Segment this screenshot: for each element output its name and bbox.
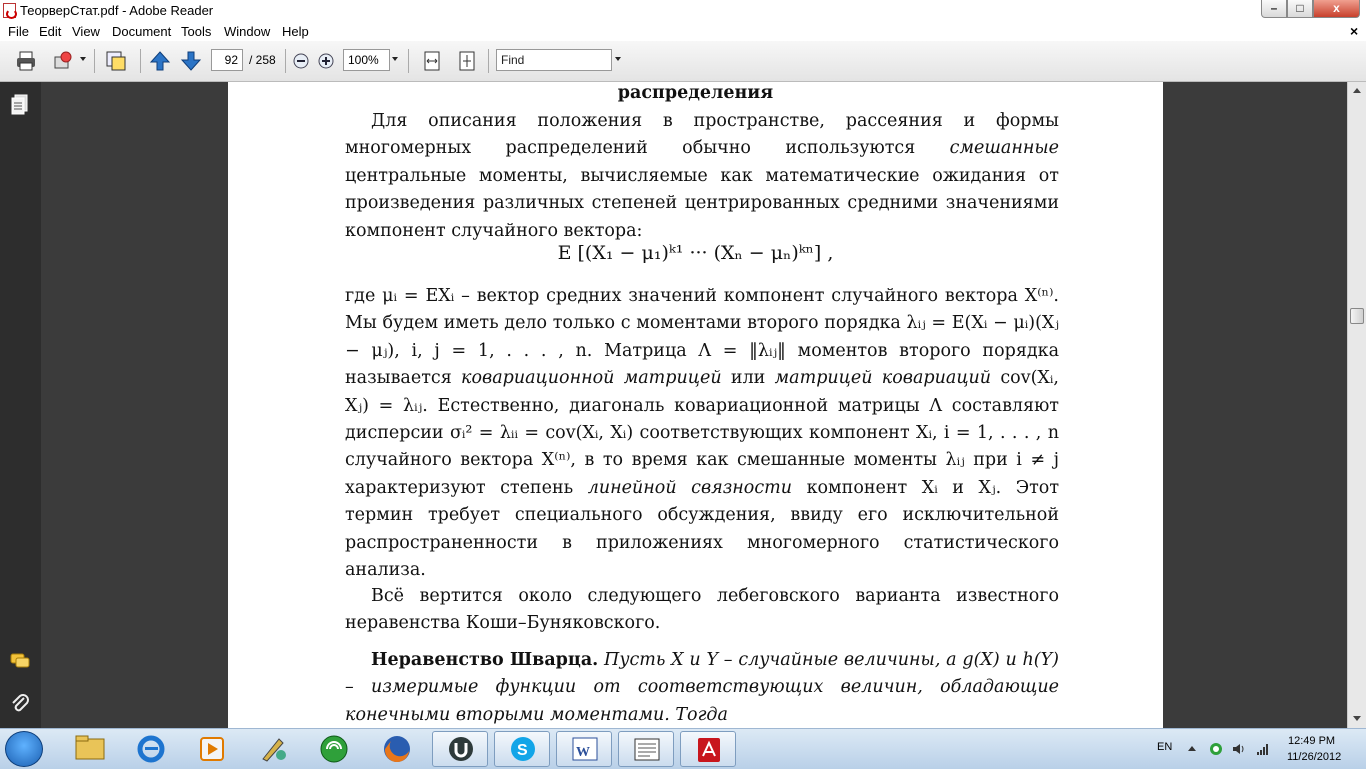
document-view[interactable]	[41, 82, 1347, 728]
taskbar-network-app[interactable]	[306, 731, 362, 767]
taskbar-ie[interactable]	[123, 731, 179, 767]
taskbar	[0, 728, 1366, 769]
paragraph-3: Всё вертится около следующего лебеговского варианта известного неравенства Коши–Буняковского.	[345, 586, 1059, 634]
menu-file[interactable]: File	[8, 24, 29, 39]
menu-bar	[0, 21, 1366, 41]
close-button[interactable]: x	[1313, 0, 1360, 18]
toolbar-separator	[140, 49, 141, 73]
menu-edit[interactable]: Edit	[39, 24, 62, 39]
navigation-pane	[0, 82, 41, 728]
toolbar-separator	[408, 49, 409, 73]
network-signal-icon[interactable]	[1256, 742, 1270, 756]
window-title: ТеорверСтат.pdf - Adobe Reader	[20, 3, 214, 18]
zoom-in-icon[interactable]	[317, 52, 335, 70]
taskbar-skype[interactable]	[494, 731, 550, 767]
zoom-dropdown-icon[interactable]	[392, 57, 398, 61]
menu-view[interactable]: View	[72, 24, 100, 39]
adobe-reader-taskbar-icon	[681, 732, 737, 768]
paint-icon	[245, 731, 301, 767]
paragraph-1: Для описания положения в пространстве, рассеяния и формы многомерных распределений обычно используются смешанные центральные моменты, вычисляемые как математические ожидания от произведения различных степеней центрированных средними значениями компонент случайного вектора:	[345, 111, 1059, 241]
taskbar-word[interactable]	[556, 731, 612, 767]
vertical-scrollbar[interactable]	[1347, 82, 1366, 728]
pdf-page	[228, 82, 1163, 728]
network-app-icon	[306, 731, 362, 767]
toolbar-separator	[285, 49, 286, 73]
toolbar-separator	[94, 49, 95, 73]
folder-icon	[62, 731, 118, 767]
previous-page-icon[interactable]	[148, 49, 172, 73]
taskbar-document-viewer[interactable]	[618, 731, 674, 767]
taskbar-media-player[interactable]	[184, 731, 240, 767]
taskbar-utorrent[interactable]	[432, 731, 488, 767]
scroll-down-icon[interactable]	[1353, 716, 1361, 721]
clock-date[interactable]: 11/26/2012	[1287, 751, 1342, 763]
section-heading: распределения	[617, 83, 774, 103]
taskbar-firefox[interactable]	[369, 731, 425, 767]
fit-width-icon[interactable]	[420, 49, 444, 73]
document-viewer-icon	[619, 732, 675, 768]
svg-text:S: S	[517, 742, 528, 759]
next-page-icon[interactable]	[179, 49, 203, 73]
minimize-button[interactable]: –	[1261, 0, 1287, 18]
start-button[interactable]	[5, 731, 43, 767]
utorrent-icon	[433, 732, 489, 768]
volume-icon[interactable]	[1232, 742, 1246, 756]
toolbar-separator	[488, 49, 489, 73]
menu-window[interactable]: Window	[224, 24, 271, 39]
attachments-panel-icon[interactable]	[8, 692, 32, 716]
toolbar	[0, 41, 1366, 82]
skype-icon	[495, 732, 551, 768]
fit-page-icon[interactable]	[455, 49, 479, 73]
maximize-button[interactable]: □	[1287, 0, 1313, 18]
zoom-out-icon[interactable]	[292, 52, 310, 70]
taskbar-explorer[interactable]	[62, 731, 118, 767]
tray-app-icon[interactable]	[1209, 742, 1223, 756]
menu-document[interactable]: Document	[112, 24, 172, 39]
share-dropdown-icon[interactable]	[80, 57, 86, 61]
scrollbar-thumb[interactable]	[1350, 308, 1364, 324]
language-indicator[interactable]: EN	[1157, 741, 1173, 753]
theorem: Неравенство Шварца. Пусть X и Y – случайные величины, а g(X) и h(Y) – измеримые функции от соответствующих величин, обладающие конечными вторыми моментами. Тогда	[345, 650, 1059, 725]
paragraph-2: где μᵢ = EXᵢ – вектор средних значений компонент случайного вектора X⁽ⁿ⁾. Мы будем иметь дело только с моментами второго порядка λᵢⱼ = E(Xᵢ − μᵢ)(Xⱼ − μⱼ), i, j = 1, . . . , n. Матрица Λ = ‖λᵢⱼ‖ моментов второго порядка называется ковариационной матрицей или матрицей ковариаций cov(Xᵢ, Xⱼ) = λᵢⱼ. Естественно, диагональ ковариационной матрицы Λ составляют дисперсии σᵢ² = λᵢᵢ = cov(Xᵢ, Xᵢ) соответствующих компонент Xᵢ, i = 1, . . . , n случайного вектора X⁽ⁿ⁾, в то время как смешанные моменты λᵢⱼ при i ≠ j характеризуют степень линейной связности компонент Xᵢ и Xⱼ. Этот термин требует специального обсуждения, ввиду его исключительной распространенности в приложениях многомерного статистического анализа.	[345, 286, 1060, 581]
title-bar	[0, 0, 1366, 22]
media-player-icon	[184, 731, 240, 767]
find-dropdown-icon[interactable]	[615, 57, 621, 61]
find-input[interactable]: Find	[496, 49, 612, 71]
internet-explorer-icon	[123, 731, 179, 767]
page-total: / 258	[249, 53, 276, 67]
share-icon[interactable]	[50, 49, 74, 73]
pages-panel-icon[interactable]	[8, 92, 32, 116]
menu-tools[interactable]: Tools	[181, 24, 212, 39]
page-number-input[interactable]: 92	[211, 49, 243, 71]
taskbar-adobe-reader[interactable]	[680, 731, 736, 767]
scroll-up-icon[interactable]	[1353, 88, 1361, 93]
svg-text:W: W	[576, 745, 590, 760]
firefox-icon	[369, 731, 425, 767]
comments-panel-icon[interactable]	[8, 648, 32, 672]
show-hidden-icons-icon[interactable]	[1187, 742, 1197, 756]
clock-time[interactable]: 12:49 PM	[1288, 735, 1336, 747]
zoom-level-input[interactable]: 100%	[343, 49, 390, 71]
close-document-icon[interactable]: ×	[1350, 23, 1359, 39]
taskbar-paint[interactable]	[245, 731, 301, 767]
adobe-reader-icon	[3, 3, 16, 18]
formula: E [(X₁ − μ₁)ᵏ¹ ··· (Xₙ − μₙ)ᵏⁿ] ,	[557, 242, 834, 264]
word-icon	[557, 732, 613, 768]
collaborate-icon[interactable]	[104, 49, 128, 73]
menu-help[interactable]: Help	[282, 24, 309, 39]
print-icon[interactable]	[14, 49, 38, 73]
